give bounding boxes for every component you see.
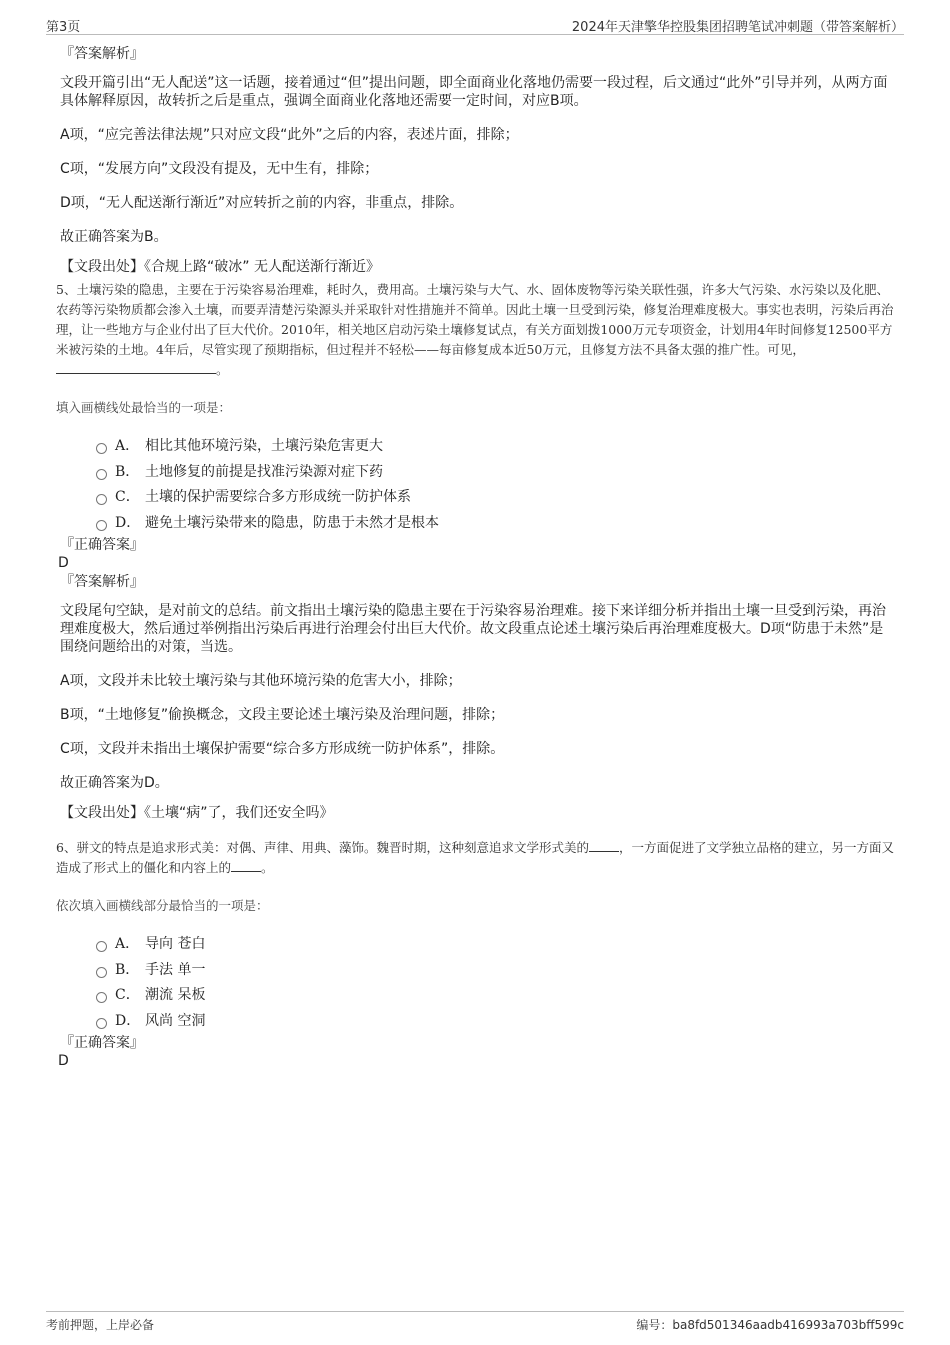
q6-question-part2: ，一方面促进了文学独立品格的建立，另一方面又造成了形式上的僵化和内容上的 [56,840,894,875]
q5-analysis-para: C项，文段并未指出土壤保护需要“综合多方形成统一防护体系”，排除。 [60,741,505,757]
radio-icon[interactable] [96,941,107,952]
radio-icon[interactable] [96,1018,107,1029]
radio-icon[interactable] [96,967,107,978]
page-header [46,14,904,35]
q6-options [96,932,896,1034]
q4-analysis-conclusion: 故正确答案为B。 [60,229,168,245]
q4-analysis-para: C项，“发展方向”文段没有提及，无中生有，排除； [60,161,379,177]
q5-option-c[interactable] [96,485,896,511]
q6-option-a[interactable] [96,932,896,958]
option-text: 风尚 空洞 [145,1012,206,1029]
q5-analysis-para: 文段尾句空缺，是对前文的总结。前文指出土壤污染的隐患主要在于污染容易治理难。接下来详细分析并指出土壤一旦受到污染，再治理难度极大，然后通过举例指出污染后再进行治理会付出巨大代价。故文段重点论述土壤污染后再治理难度极大。D项“防患于未然”是围绕问题给出的对策，当选。 [60,603,886,655]
option-text: 土壤的保护需要综合多方形成统一防护体系 [145,489,411,506]
q6-question [56,838,896,878]
q5-analysis-para: B项，“土地修复”偷换概念，文段主要论述土壤污染及治理问题，排除； [60,707,505,723]
radio-icon[interactable] [96,443,107,454]
option-text: 潮流 呆板 [145,987,206,1004]
option-letter: A． [115,438,140,455]
q4-source: 【文段出处】《合规上路“破冰” 无人配送渐行渐近》 [60,259,380,275]
q5-source: 【文段出处】《土壤“病”了，我们还安全吗》 [60,805,334,821]
option-text: 相比其他环境污染，土壤污染危害更大 [145,438,383,455]
option-letter: D． [115,514,141,531]
page-footer [46,1311,904,1334]
q4-analysis-para: D项，“无人配送渐行渐近”对应转折之前的内容，非重点，排除。 [60,195,464,211]
option-letter: C． [115,489,140,506]
q6-option-d[interactable] [96,1009,896,1035]
q5-answer: D [58,555,69,571]
option-text: 导向 苍白 [145,936,206,953]
radio-icon[interactable] [96,494,107,505]
q6-blank-2 [231,859,261,872]
q6-question-end: 。 [261,860,274,875]
q5-analysis-heading: 『答案解析』 [60,574,144,590]
q5-analysis-conclusion: 故正确答案为D。 [60,775,169,791]
document-code [636,1316,904,1333]
code-label: 编号： [636,1318,673,1332]
option-letter: D． [115,1012,141,1029]
q4-analysis-para: 文段开篇引出“无人配送”这一话题，接着通过“但”提出问题，即全面商业化落地仍需要一段过程，后文通过“此外”引导并列，从两方面具体解释原因，故转折之后是重点，强调全面商业化落地还需要一定时间，对应B项。 [60,75,888,109]
q6-option-b[interactable] [96,958,896,984]
q4-analysis-para: A项，“应完善法律法规”只对应文段“此外”之后的内容，表述片面，排除； [60,127,519,143]
option-text: 避免土壤污染带来的隐患，防患于未然才是根本 [145,514,439,531]
q6-answer: D [58,1053,69,1069]
q5-question-end: 。 [216,362,229,377]
q5-question-text: 5、土壤污染的隐患，主要在于污染容易治理难，耗时久，费用高。土壤污染与大气、水、固体废物等污染关联性强，许多大气污染、水污染以及化肥、农药等污染物质都会渗入土壤，而要弄清楚污染源头并采取针对性措施并不简单。因此土壤一旦受到污染，修复治理难度极大。事实也表明，污染后再治理，让一些地方与企业付出了巨大代价。2010年，相关地区启动污染土壤修复试点，有关方面划拨1000万元专项资金，计划用4年时间修复12500平方米被污染的土地。4年后，尽管实现了预期指标，但过程并不轻松——每亩修复成本近50万元，且修复方法不具备太强的推广性。可见， [56,282,894,357]
q5-question [56,280,896,380]
radio-icon[interactable] [96,992,107,1003]
q6-blank-1 [589,839,619,852]
document-title: 2024年天津擎华控股集团招聘笔试冲刺题（带答案解析） [571,20,904,35]
option-letter: C． [115,987,140,1004]
q6-option-c[interactable] [96,983,896,1009]
q4-analysis-heading: 『答案解析』 [60,46,144,62]
option-letter: A． [115,936,140,953]
option-letter: B． [115,463,140,480]
code-value: ba8fd501346aadb416993a703bff599c [672,1318,904,1332]
q5-prompt: 填入画横线处最恰当的一项是： [56,400,232,415]
q5-answer-heading: 『正确答案』 [60,537,144,553]
q5-analysis-para: A项，文段并未比较土壤污染与其他环境污染的危害大小，排除； [60,673,462,689]
radio-icon[interactable] [96,520,107,531]
footer-slogan: 考前押题，上岸必备 [46,1318,155,1332]
q5-option-b[interactable] [96,460,896,486]
page-number: 第3页 [46,20,81,35]
option-text: 手法 单一 [145,961,206,978]
q6-prompt: 依次填入画横线部分最恰当的一项是： [56,898,269,913]
q5-option-a[interactable] [96,434,896,460]
q5-option-d[interactable] [96,511,896,537]
radio-icon[interactable] [96,469,107,480]
page-content [56,44,896,1070]
q6-question-part1: 6、骈文的特点是追求形式美：对偶、声律、用典、藻饰。魏晋时期，这种刻意追求文学形式美的 [56,840,589,855]
option-letter: B． [115,961,140,978]
q6-answer-heading: 『正确答案』 [60,1035,144,1051]
q5-blank [56,361,216,374]
option-text: 土地修复的前提是找准污染源对症下药 [145,463,383,480]
q5-options [96,434,896,536]
